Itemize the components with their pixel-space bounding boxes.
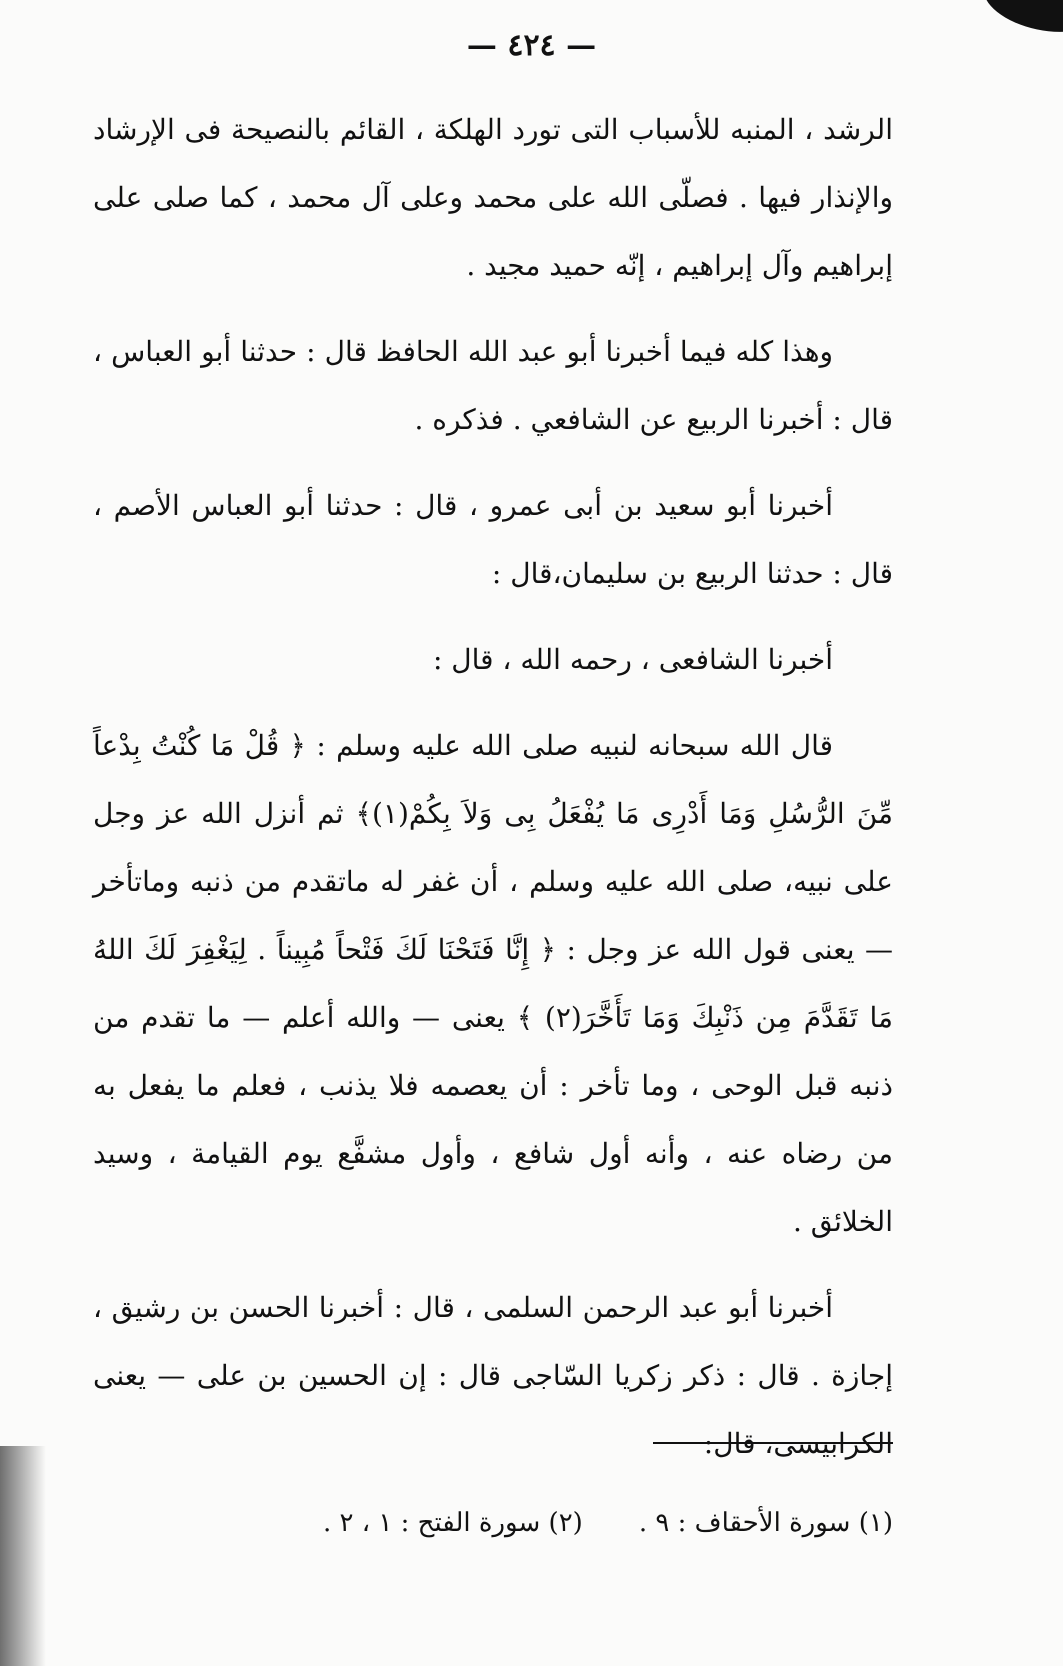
footnote-separator (653, 1442, 893, 1444)
footnotes (93, 1508, 893, 1538)
footnote-2: (٢) سورة الفتح : ١ ، ٢ . (323, 1508, 583, 1538)
page-number: — ٤٢٤ — (466, 28, 597, 63)
footnote-1: (١) سورة الأحقاف : ٩ . (638, 1508, 893, 1538)
paragraph: الرشد ، المنبه للأسباب التى تورد الهلكة ، القائم بالنصيحة فى الإرشاد والإنذار فيها . فصلّى الله على محمد وعلى آل محمد ، كما صلى على إبراهيم وآل إبراهيم ، إنّه حميد مجيد . (93, 113, 893, 282)
main-text (93, 96, 893, 1496)
paragraph: قال الله سبحانه لنبيه صلى الله عليه وسلم : ﴿ قُلْ مَا كُنْتُ بِدْعاً مِّنَ الرُّسُلِ وَمَا أَدْرِى مَا يُفْعَلُ بِى وَلاَ بِكُمْ(١)﴾ ثم أنزل الله عز وجل على نبيه، صلى الله عليه وسلم ، أن غفر له ماتقدم من ذنبه وماتأخر — يعنى قول الله عز وجل : ﴿ إِنَّا فَتَحْنَا لَكَ فَتْحاً مُبِيناً . لِيَغْفِرَ لَكَ اللهُ مَا تَقَدَّمَ مِن ذَنْبِكَ وَمَا تَأَخَّرَ(٢) ﴾ يعنى — والله أعلم — ما تقدم من ذنبه قبل الوحى ، وما تأخر : أن يعصمه فلا يذنب ، فعلم ما يفعل به من رضاه عنه ، وأنه أول شافع ، وأول مشفَّع يوم القيامة ، وسيد الخلائق . (93, 729, 893, 1238)
paragraph: وهذا كله فيما أخبرنا أبو عبد الله الحافظ قال : حدثنا أبو العباس ، قال : أخبرنا الربيع عن الشافعي . فذكره . (93, 335, 893, 436)
paragraph: أخبرنا أبو سعيد بن أبى عمرو ، قال : حدثنا أبو العباس الأصم ، قال : حدثنا الربيع بن سليمان،قال : (93, 489, 893, 590)
scan-edge-smudge (0, 1446, 46, 1666)
paragraph: أخبرنا أبو عبد الرحمن السلمى ، قال : أخبرنا الحسن بن رشيق ، إجازة . قال : ذكر زكريا السّاجى قال : إن الحسين بن على — يعنى الكرابيسى، قال: (93, 1291, 893, 1460)
paragraph: أخبرنا الشافعى ، رحمه الله ، قال : (432, 643, 833, 676)
